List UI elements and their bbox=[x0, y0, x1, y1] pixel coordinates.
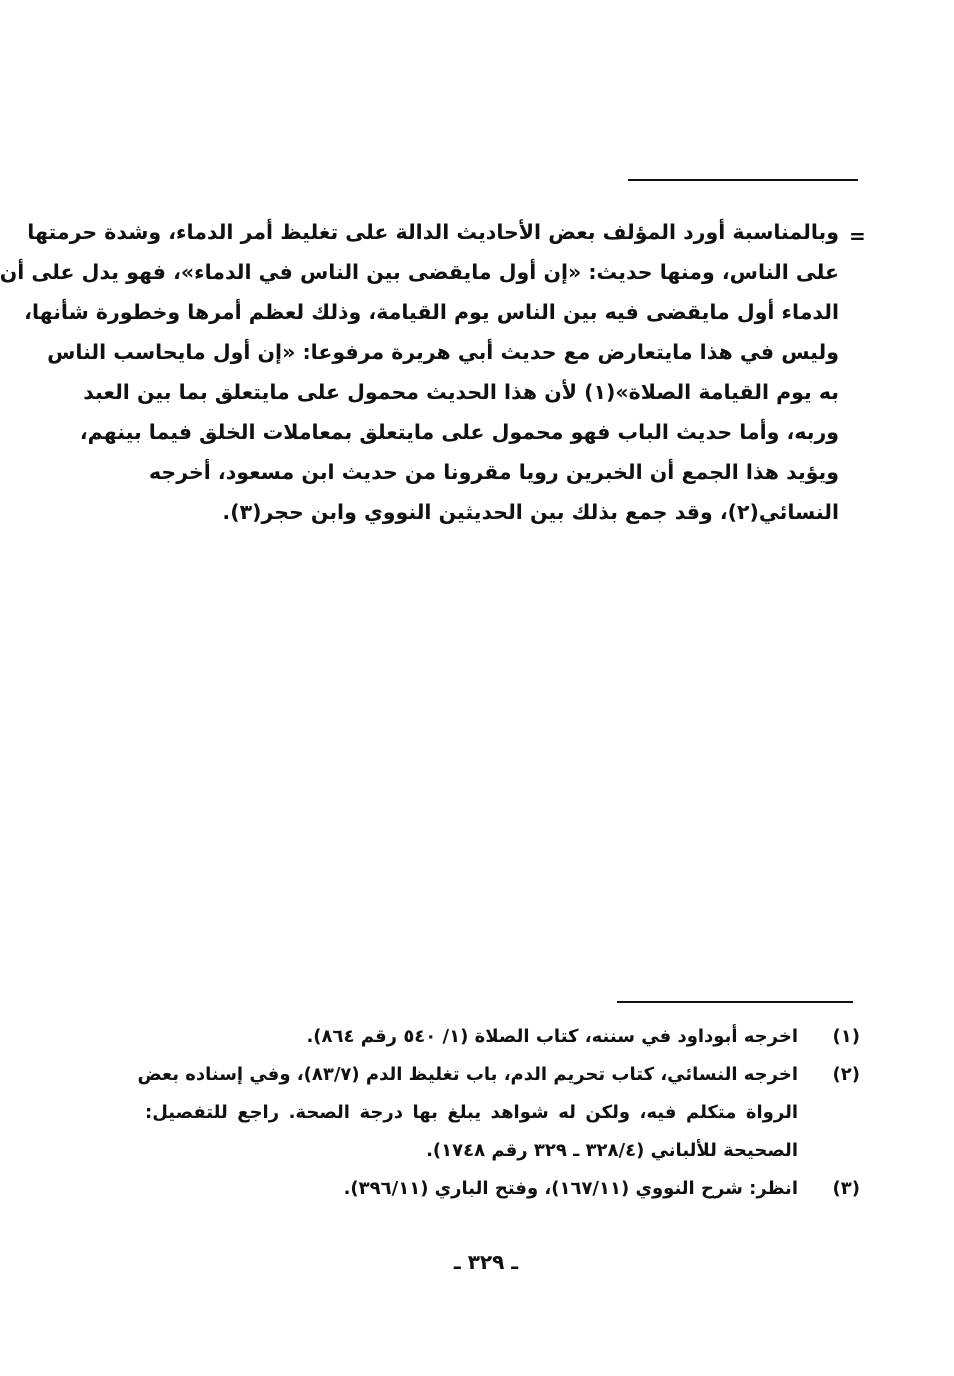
footnote-2 bbox=[137, 1056, 860, 1170]
body-line: النسائي(٢)، وقد جمع بذلك بين الحديثين النووي وابن حجر(٣). bbox=[222, 500, 839, 524]
footnote-line: انظر: شرح النووي (١٦٧/١١)، وفتح الباري (٣٩٦/١١). bbox=[343, 1178, 798, 1199]
footnote-3 bbox=[145, 1170, 860, 1208]
footnote-line: الصحيحة للألباني (٣٢٨/٤ ـ ٣٢٩ رقم ١٧٤٨). bbox=[426, 1140, 798, 1161]
body-line: الدماء أول مايقضى فيه بين الناس يوم القيامة، وذلك لعظم أمرها وخطورة شأنها، bbox=[24, 300, 839, 324]
footnote-line: اخرجه أبوداود في سننه، كتاب الصلاة (١/ ٥٤٠ رقم ٨٦٤). bbox=[306, 1026, 798, 1047]
footnote-1 bbox=[145, 1018, 860, 1056]
body-line: به يوم القيامة الصلاة»(١) لأن هذا الحديث محمول على مايتعلق بما بين العبد bbox=[83, 380, 839, 404]
footnote-line: الرواة متكلم فيه، ولكن له شواهد يبلغ بها درجة الصحة. راجع للتفصيل: bbox=[145, 1102, 798, 1123]
body-line: وبالمناسبة أورد المؤلف بعض الأحاديث الدالة على تغليظ أمر الدماء، وشدة حرمتها bbox=[27, 220, 839, 244]
body-line: ويؤيد هذا الجمع أن الخبرين رويا مقرونا من حديث ابن مسعود، أخرجه bbox=[149, 460, 839, 484]
page-number: ـ ٣٢٩ ـ bbox=[453, 1250, 519, 1274]
footnote-divider-rule bbox=[617, 1001, 853, 1003]
top-divider-rule bbox=[628, 179, 858, 181]
main-commentary-paragraph bbox=[0, 212, 839, 532]
footnote-number: (١) bbox=[832, 1026, 860, 1047]
footnote-line: اخرجه النسائي، كتاب تحريم الدم، باب تغليظ الدم (٨٣/٧)، وفي إسناده بعض bbox=[137, 1064, 798, 1085]
footnote-number: (٣) bbox=[832, 1178, 860, 1199]
footnote-number: (٢) bbox=[832, 1064, 860, 1085]
footnotes-section bbox=[137, 1018, 860, 1208]
body-line: وليس في هذا مايتعارض مع حديث أبي هريرة مرفوعا: «إن أول مايحاسب الناس bbox=[47, 340, 839, 364]
body-line: على الناس، ومنها حديث: «إن أول مايقضى بين الناس في الدماء»، فهو يدل على أن bbox=[0, 260, 839, 284]
body-line: وربه، وأما حديث الباب فهو محمول على مايتعلق بمعاملات الخلق فيما بينهم، bbox=[79, 420, 839, 444]
continuation-mark: = bbox=[849, 224, 866, 248]
